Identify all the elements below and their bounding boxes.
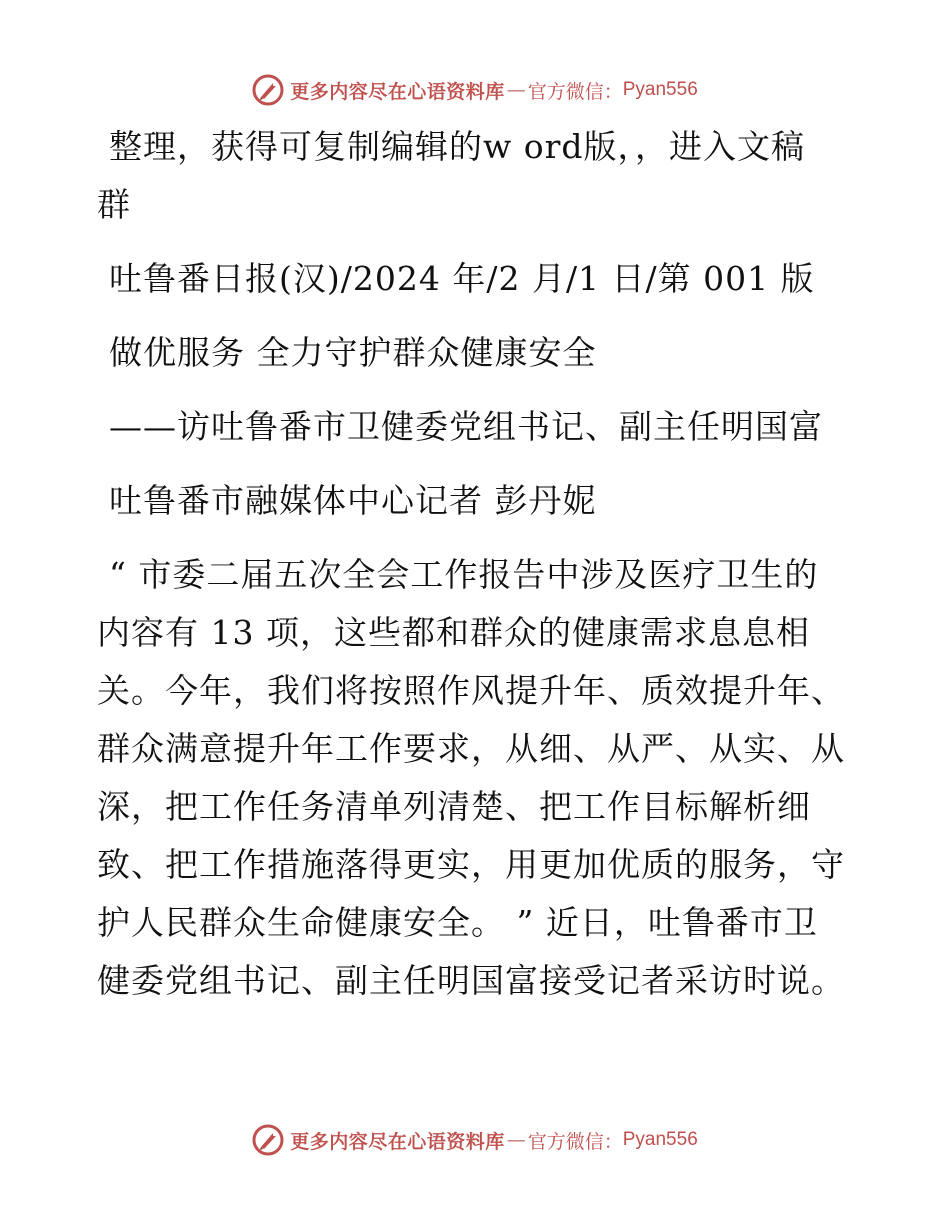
- body-line: 群众满意提升年工作要求，从细、从严、从实、从: [97, 729, 845, 768]
- banner-separator: —: [506, 1129, 526, 1151]
- body-line: 深，把工作任务清单列清楚、把工作目标解析细: [97, 787, 811, 826]
- footer-watermark-banner: [0, 1120, 950, 1160]
- byline: 吐鲁番市融媒体中心记者 彭丹妮: [109, 481, 597, 520]
- body-line: 致、把工作措施落得更实，用更加优质的服务，守: [97, 845, 845, 884]
- headline: 做优服务 全力守护群众健康安全: [109, 333, 597, 372]
- pen-logo-icon: [252, 74, 284, 106]
- banner-label: 官方微信：: [527, 1130, 623, 1153]
- subheadline: ——访吐鲁番市卫健委党组书记、副主任明国富: [109, 407, 823, 446]
- pen-logo-icon: [252, 1124, 284, 1156]
- body-line: 内容有 13 项，这些都和群众的健康需求息息相: [97, 613, 810, 652]
- banner-handle: Pyan556: [622, 1129, 698, 1150]
- body-line: 护人民群众生命健康安全。 ” 近日，吐鲁番市卫: [97, 903, 818, 942]
- body-line: 健委党组书记、副主任明国富接受记者采访时说。: [97, 961, 845, 1000]
- banner-label: 官方微信：: [527, 80, 623, 103]
- intro-line-continued: 群: [97, 185, 131, 224]
- banner-handle: Pyan556: [622, 79, 698, 100]
- intro-line: 整理，获得可复制编辑的w ord版，，进入文稿: [109, 127, 806, 166]
- source-line: 吐鲁番日报(汉)/2024 年/2 月/1 日/第 001 版: [109, 259, 815, 298]
- banner-separator: —: [506, 79, 526, 101]
- body-line: 关。今年，我们将按照作风提升年、质效提升年、: [97, 671, 845, 710]
- banner-title: 更多内容尽在心语资料库: [290, 1130, 505, 1153]
- document-body: [97, 118, 857, 1010]
- body-line: “ 市委二届五次全会工作报告中涉及医疗卫生的: [109, 555, 819, 594]
- header-watermark-banner: [0, 70, 950, 110]
- banner-title: 更多内容尽在心语资料库: [290, 80, 505, 103]
- body-paragraph: [97, 546, 852, 1010]
